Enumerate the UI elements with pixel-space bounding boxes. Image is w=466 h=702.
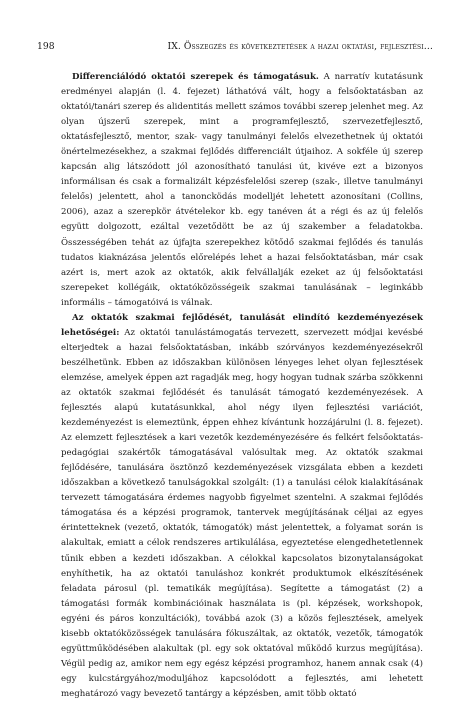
running-title: IX. Összegzés és következtetések a hazai oktatási, fejlesztési… (167, 41, 433, 52)
paragraph-text: A narratív kutatásunk eredményei alapján (l. 4. fejezet) láthatóvá vált, hogy a felsőoktatásban az oktatói/tanári szerep és alidentitás mellett számos további szerep jelenhet meg. Az olyan újszerű szerepek, mint a programfejlesztő, szervezetfejlesztő, oktatásfejlesztő, mentor, szak- vagy tanulmányi felelős elvezethetnek új oktatói önértelmezésekhez, a szakmai fejlődés differenciált útjaihoz. A sokféle új szerep kapcsán alig látszódott jól azonosítható tanulási út, kivéve ezt a bizonyos informálisan és csak a formalizált képzésfelelősi szerep (szak-, illetve tanulmányi felelős) jelentett, ahol a tanoncködás modelljét lehetett azonosítani (Collins, 2006), azaz a szerepkör átvételekor kb. egy tanéven át a régi és az új felelős együtt dolgozott, ezáltal vezetődött be az új szakember a feladatokba. Összességében tehát az újfajta szerepekhez kötődő szakmai fejlődés és tanulás tudatos kiaknázása jelentős előrelépés lehet a hazai felsőoktatásban, már csak azért is, mert azok az oktatók, akik felvállalják ezeket az új felsőoktatási szerepeket kollégáik, oktatóközösségeik szakmai tanulásának – leginkább informális – támogatóivá is válnak. (61, 72, 423, 308)
paragraph-initiatives (61, 311, 423, 702)
paragraph-lead: Az oktatók szakmai fejlődését, tanulását elindító kezdeményezések lehetőségei: (61, 312, 423, 338)
page-header (37, 40, 433, 54)
paragraph-roles (61, 70, 423, 311)
paragraph-lead: Differenciálódó oktatói szerepek és támogatásuk. (72, 72, 319, 82)
body-text (61, 70, 423, 702)
paragraph-text: Az oktatói tanulástámogatás tervezett, szervezett módjai kevésbé elterjedtek a hazai felsőoktatásban, inkább szórványos kezdeményezésekről beszélhetünk. Ebben az időszakban különösen lényeges lehet olyan fejlesztések elemzése, amelyek éppen azt ragadják meg, hogy hogyan tudnak szárba szökkenni az oktatók szakmai fejlődését és tanulását támogató kezdeményezések. A fejlesztés alapú kutatásunkkal, ahol négy ilyen fejlesztési variációt, kezdeményezést is elemeztünk, éppen ehhez kívántunk hozzájárulni (l. 8. fejezet). Az elemzett fejlesztések a kari vezetők kezdeményezésére és felkért felsőoktatás-pedagógiai szakértők támogatásával valósultak meg. Az oktatók szakmai fejlődésére, tanulására ösztönző kezdeményezések vizsgálata ebben a kezdeti időszakban a következő tanulságokkal szolgált: (1) a tanulási célok kialakításának tervezett támogatására érdemes nagyobb figyelmet szentelni. A szakmai fejlődés támogatása és a képzési programok, tantervek megújításának céljai az egyes érintetteknek (vezető, oktatók, támogatók) mást jelentettek, a folyamat során is alakultak, emiatt a célok rendszeres artikulálása, egyeztetése elengedhetetlennek tűnik ebben a kezdeti időszakban. A célokkal kapcsolatos bizonytalanságokat enyhíthetik, ha az oktatói tanuláshoz konkrét produktumok elkészítésének feladata párosul (pl. tematikák megújítása). Segítette a támogatást (2) a támogatási formák kombinációinak használata is (pl. képzések, workshopok, egyéni és páros konzultációk), továbbá azok (3) a közös fejlesztések, amelyek kisebb oktatóközösségek tanulására fókuszáltak, az oktatók, vezetők, támogatók együttműködésében alakultak (pl. egy sok oktatóval működő kurzus megújítása). Végül pedig az, amikor nem egy egész képzési programhoz, hanem annak csak (4) egy kulcstárgyához/moduljához kapcsolódott a fejlesztés, ami lehetett meghatározó vagy bevezető tantárgy a képzésben, amit több oktató (61, 327, 423, 699)
page-number: 198 (37, 41, 55, 52)
